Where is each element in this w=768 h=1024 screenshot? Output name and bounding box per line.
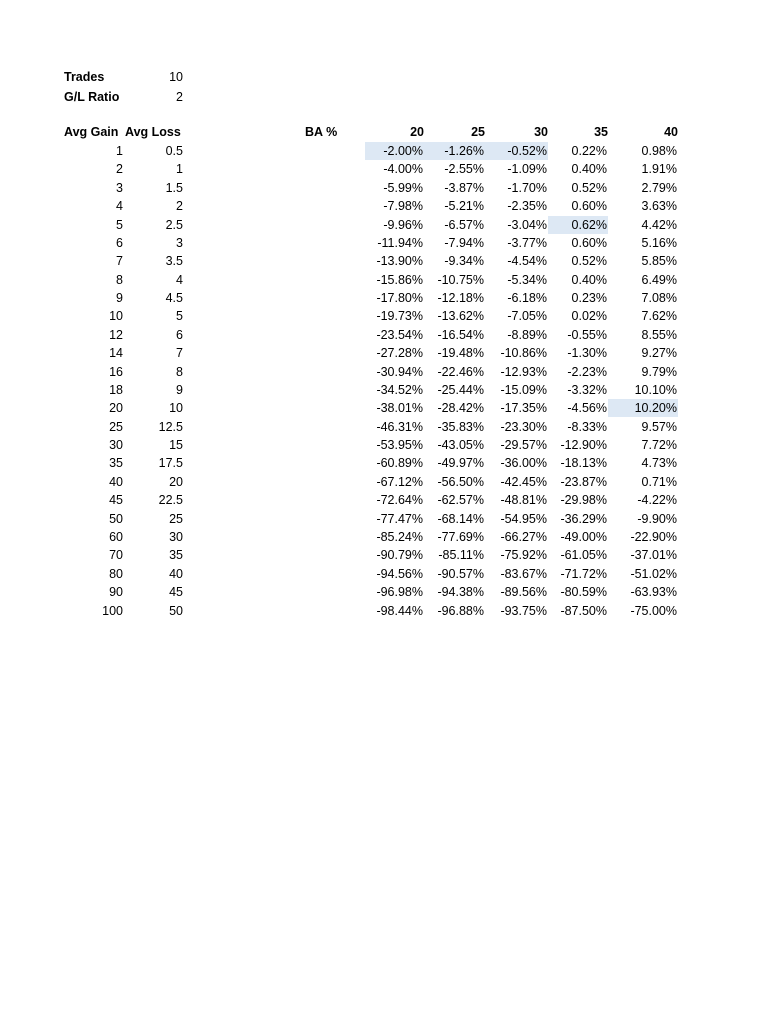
ba-value-cell: -1.70% — [507, 180, 547, 195]
gl-ratio-label: G/L Ratio — [64, 90, 120, 104]
avg-gain-cell: 8 — [116, 272, 123, 287]
ba-value-cell: -8.33% — [567, 419, 607, 434]
avg-loss-cell: 5 — [176, 309, 183, 324]
ba-value-cell: -4.54% — [507, 254, 547, 269]
ba-value-cell: -2.23% — [567, 364, 607, 379]
avg-gain-cell: 40 — [109, 474, 123, 489]
avg-gain-cell: 5 — [116, 217, 123, 232]
ba-value-cell: -72.64% — [376, 493, 423, 508]
ba-value-cell: -6.57% — [444, 217, 484, 232]
ba-value-cell: -85.24% — [376, 529, 423, 544]
ba-value-cell: -2.00% — [365, 142, 424, 160]
ba-value-cell: -49.00% — [560, 529, 607, 544]
ba-value-cell: -30.94% — [376, 364, 423, 379]
avg-loss-cell: 30 — [169, 529, 183, 544]
ba-value-cell: -4.22% — [637, 493, 677, 508]
ba-value-cell: -94.56% — [376, 566, 423, 581]
ba-value-cell: -0.55% — [567, 327, 607, 342]
avg-loss-cell: 2 — [176, 199, 183, 214]
ba-value-cell: -12.93% — [500, 364, 547, 379]
avg-loss-cell: 40 — [169, 566, 183, 581]
ba-value-cell: -1.09% — [507, 162, 547, 177]
ba-value-cell: -10.86% — [500, 346, 547, 361]
ba-value-cell: -23.54% — [376, 327, 423, 342]
avg-gain-cell: 90 — [109, 585, 123, 600]
avg-gain-cell: 6 — [116, 235, 123, 250]
column-header-30: 30 — [534, 125, 548, 139]
avg-loss-cell: 6 — [176, 327, 183, 342]
ba-value-cell: 0.98% — [641, 144, 677, 158]
ba-value-cell: 0.60% — [571, 199, 607, 214]
ba-value-cell: 0.23% — [571, 291, 607, 306]
ba-value-cell: 0.62% — [548, 216, 608, 234]
ba-value-cell: -5.99% — [383, 180, 423, 195]
ba-value-cell: -3.32% — [567, 382, 607, 397]
ba-value-cell: -8.89% — [507, 327, 547, 342]
avg-loss-cell: 8 — [176, 364, 183, 379]
ba-value-cell: -1.30% — [567, 346, 607, 361]
avg-loss-cell: 50 — [169, 603, 183, 618]
ba-value-cell: 9.57% — [641, 419, 677, 434]
avg-loss-cell: 20 — [169, 474, 183, 489]
ba-value-cell: -22.90% — [630, 529, 677, 544]
avg-loss-cell: 0.5 — [165, 144, 183, 158]
ba-value-cell: -13.90% — [376, 254, 423, 269]
avg-gain-cell: 80 — [109, 566, 123, 581]
ba-value-cell: -2.35% — [507, 199, 547, 214]
ba-value-cell: -10.75% — [437, 272, 484, 287]
ba-value-cell: -36.00% — [500, 456, 547, 471]
ba-value-cell: 0.71% — [641, 474, 677, 489]
gl-ratio-value: 2 — [176, 90, 183, 104]
ba-value-cell: -66.27% — [500, 529, 547, 544]
avg-loss-cell: 4 — [176, 272, 183, 287]
avg-gain-cell: 100 — [102, 603, 123, 618]
ba-value-cell: -13.62% — [437, 309, 484, 324]
avg-loss-cell: 45 — [169, 585, 183, 600]
avg-gain-cell: 70 — [109, 548, 123, 563]
ba-value-cell: -22.46% — [437, 364, 484, 379]
avg-gain-cell: 18 — [109, 382, 123, 397]
ba-value-cell: -12.90% — [560, 438, 607, 453]
ba-value-cell: -98.44% — [376, 603, 423, 618]
ba-value-cell: -12.18% — [437, 291, 484, 306]
ba-value-cell: -51.02% — [630, 566, 677, 581]
ba-value-cell: -36.29% — [560, 511, 607, 526]
avg-loss-cell: 3 — [176, 235, 183, 250]
avg-loss-cell: 35 — [169, 548, 183, 563]
ba-value-cell: 0.60% — [571, 235, 607, 250]
avg-gain-cell: 2 — [116, 162, 123, 177]
ba-value-cell: -18.13% — [560, 456, 607, 471]
avg-loss-cell: 15 — [169, 438, 183, 453]
avg-gain-cell: 12 — [109, 327, 123, 342]
ba-value-cell: -9.96% — [383, 217, 423, 232]
ba-value-cell: 0.52% — [571, 254, 607, 269]
avg-gain-cell: 60 — [109, 529, 123, 544]
ba-value-cell: -7.94% — [444, 235, 484, 250]
avg-loss-cell: 1 — [176, 162, 183, 177]
ba-value-cell: -77.69% — [437, 529, 484, 544]
avg-gain-cell: 14 — [109, 346, 123, 361]
avg-loss-cell: 22.5 — [158, 493, 183, 508]
avg-loss-cell: 9 — [176, 382, 183, 397]
column-header-20: 20 — [410, 125, 424, 139]
ba-value-cell: -0.52% — [485, 142, 548, 160]
ba-value-cell: -87.50% — [560, 603, 607, 618]
ba-value-cell: -11.94% — [377, 235, 423, 250]
trades-value: 10 — [169, 70, 183, 84]
ba-value-cell: -71.72% — [560, 566, 607, 581]
ba-value-cell: -9.90% — [637, 511, 677, 526]
avg-loss-header: Avg Loss — [125, 125, 181, 139]
column-header-40: 40 — [664, 125, 678, 139]
ba-value-cell: -23.87% — [560, 474, 607, 489]
ba-value-cell: 0.40% — [571, 272, 607, 287]
ba-value-cell: -49.97% — [437, 456, 484, 471]
ba-value-cell: -4.00% — [383, 162, 423, 177]
ba-value-cell: -48.81% — [500, 493, 547, 508]
ba-value-cell: -15.86% — [376, 272, 423, 287]
ba-value-cell: 7.62% — [641, 309, 677, 324]
ba-value-cell: -63.93% — [630, 585, 677, 600]
avg-gain-cell: 35 — [109, 456, 123, 471]
ba-value-cell: -29.98% — [560, 493, 607, 508]
ba-value-cell: -68.14% — [437, 511, 484, 526]
ba-value-cell: 7.72% — [641, 438, 677, 453]
ba-value-cell: -16.54% — [437, 327, 484, 342]
ba-value-cell: -3.04% — [507, 217, 547, 232]
ba-value-cell: 10.10% — [634, 382, 677, 397]
ba-value-cell: 4.42% — [641, 217, 677, 232]
avg-gain-cell: 3 — [116, 180, 123, 195]
ba-value-cell: 10.20% — [608, 399, 678, 417]
ba-value-cell: -27.28% — [376, 346, 423, 361]
ba-value-cell: -17.35% — [500, 401, 547, 416]
ba-value-cell: -17.80% — [376, 291, 423, 306]
ba-value-cell: -35.83% — [437, 419, 484, 434]
ba-value-cell: -75.92% — [500, 548, 547, 563]
avg-gain-cell: 30 — [109, 438, 123, 453]
ba-value-cell: 5.85% — [641, 254, 677, 269]
ba-value-cell: -53.95% — [376, 438, 423, 453]
avg-gain-cell: 10 — [109, 309, 123, 324]
ba-value-cell: -42.45% — [500, 474, 547, 489]
ba-value-cell: 0.52% — [571, 180, 607, 195]
ba-value-cell: -77.47% — [376, 511, 423, 526]
avg-gain-cell: 20 — [109, 401, 123, 416]
ba-value-cell: 0.02% — [571, 309, 607, 324]
ba-value-cell: -23.30% — [500, 419, 547, 434]
avg-loss-cell: 10 — [169, 401, 183, 416]
ba-value-cell: 2.79% — [641, 180, 677, 195]
ba-value-cell: 0.40% — [571, 162, 607, 177]
ba-value-cell: -3.77% — [507, 235, 547, 250]
ba-value-cell: 6.49% — [641, 272, 677, 287]
ba-value-cell: -80.59% — [560, 585, 607, 600]
ba-value-cell: -29.57% — [500, 438, 547, 453]
ba-value-cell: -93.75% — [500, 603, 547, 618]
ba-value-cell: -7.98% — [383, 199, 423, 214]
avg-gain-cell: 16 — [109, 364, 123, 379]
avg-gain-cell: 7 — [116, 254, 123, 269]
ba-value-cell: -34.52% — [376, 382, 423, 397]
ba-value-cell: 1.91% — [641, 162, 677, 177]
avg-gain-cell: 9 — [116, 291, 123, 306]
avg-loss-cell: 25 — [169, 511, 183, 526]
avg-loss-cell: 4.5 — [165, 291, 183, 306]
ba-value-cell: -19.73% — [376, 309, 423, 324]
avg-loss-cell: 17.5 — [158, 456, 183, 471]
ba-value-cell: -96.98% — [376, 585, 423, 600]
ba-value-cell: 8.55% — [641, 327, 677, 342]
ba-value-cell: -94.38% — [437, 585, 484, 600]
ba-value-cell: -6.18% — [507, 291, 547, 306]
ba-value-cell: -1.26% — [424, 142, 485, 160]
ba-value-cell: -90.57% — [437, 566, 484, 581]
ba-value-cell: -28.42% — [437, 401, 484, 416]
ba-value-cell: -83.67% — [500, 566, 547, 581]
avg-loss-cell: 12.5 — [158, 419, 183, 434]
ba-value-cell: -9.34% — [444, 254, 484, 269]
avg-loss-cell: 1.5 — [165, 180, 183, 195]
column-header-35: 35 — [594, 125, 608, 139]
ba-value-cell: 9.27% — [641, 346, 677, 361]
avg-gain-cell: 4 — [116, 199, 123, 214]
ba-value-cell: 3.63% — [641, 199, 677, 214]
ba-value-cell: 0.22% — [571, 144, 607, 158]
ba-value-cell: 4.73% — [641, 456, 677, 471]
avg-gain-cell: 50 — [109, 511, 123, 526]
ba-value-cell: -19.48% — [437, 346, 484, 361]
ba-value-cell: -43.05% — [437, 438, 484, 453]
ba-value-cell: -25.44% — [437, 382, 484, 397]
ba-value-cell: -85.11% — [438, 548, 484, 563]
ba-value-cell: -5.34% — [507, 272, 547, 287]
ba-value-cell: 9.79% — [641, 364, 677, 379]
ba-value-cell: -96.88% — [437, 603, 484, 618]
avg-gain-header: Avg Gain — [64, 125, 119, 139]
avg-loss-cell: 3.5 — [165, 254, 183, 269]
ba-value-cell: 7.08% — [641, 291, 677, 306]
ba-value-cell: -67.12% — [376, 474, 423, 489]
ba-value-cell: -75.00% — [630, 603, 677, 618]
ba-value-cell: -90.79% — [376, 548, 423, 563]
ba-value-cell: -38.01% — [376, 401, 423, 416]
ba-value-cell: -60.89% — [376, 456, 423, 471]
ba-value-cell: -61.05% — [560, 548, 607, 563]
avg-gain-cell: 1 — [116, 144, 123, 158]
ba-value-cell: -89.56% — [500, 585, 547, 600]
ba-value-cell: -2.55% — [444, 162, 484, 177]
avg-gain-cell: 25 — [109, 419, 123, 434]
ba-value-cell: -46.31% — [376, 419, 423, 434]
ba-value-cell: -15.09% — [500, 382, 547, 397]
column-header-25: 25 — [471, 125, 485, 139]
ba-value-cell: -54.95% — [500, 511, 547, 526]
avg-loss-cell: 2.5 — [165, 217, 183, 232]
ba-value-cell: -62.57% — [437, 493, 484, 508]
ba-value-cell: -4.56% — [567, 401, 607, 416]
ba-percent-header: BA % — [305, 125, 338, 139]
ba-value-cell: -7.05% — [507, 309, 547, 324]
ba-value-cell: -37.01% — [630, 548, 677, 563]
trades-label: Trades — [64, 70, 105, 84]
ba-value-cell: -3.87% — [444, 180, 484, 195]
ba-value-cell: -5.21% — [444, 199, 484, 214]
avg-gain-cell: 45 — [109, 493, 123, 508]
avg-loss-cell: 7 — [176, 346, 183, 361]
ba-value-cell: -56.50% — [437, 474, 484, 489]
ba-value-cell: 5.16% — [641, 235, 677, 250]
